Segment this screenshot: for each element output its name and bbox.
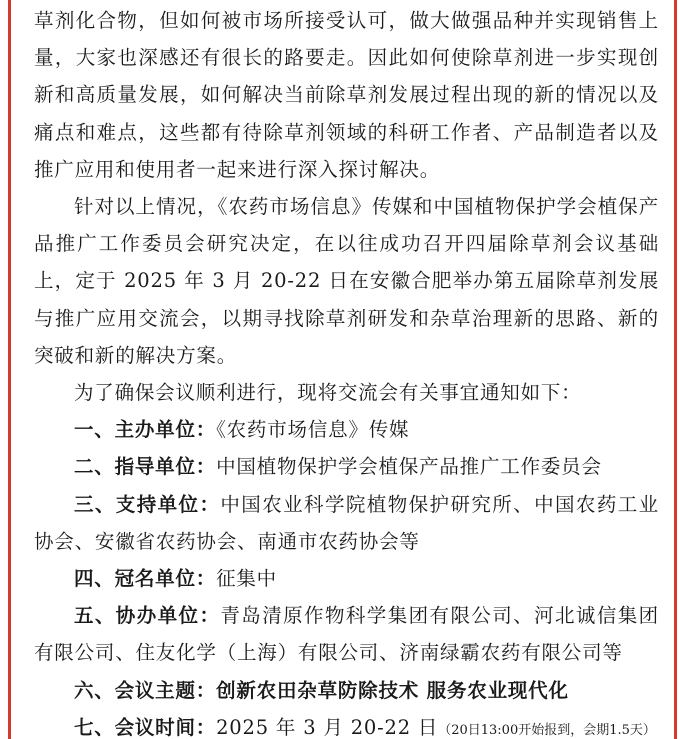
item-theme-value: 创新农田杂草防除技术 服务农业现代化 <box>216 678 569 702</box>
item-host-value: 《农药市场信息》传媒 <box>216 418 410 442</box>
item-title-sponsor-label: 四、冠名单位： <box>73 567 217 591</box>
left-border-line <box>8 0 11 739</box>
item-time-note: （20日13:00开始报到，会期1.5天） <box>438 722 656 738</box>
paragraph-background: 针对以上情况，《农药市场信息》传媒和中国植物保护学会植保产品推广工作委员会研究决定，在以往成功召开四届除草剂会议基础上，定于 2025 年 3 月 20-22 日在安徽合肥举办第五届除草剂发展与推广应用交流会，以期寻找除草剂研发和杂草治理新的思路、新的突破和新的解决方案。 <box>34 195 659 367</box>
item-theme-label: 六、会议主题： <box>73 678 217 702</box>
item-host-label: 一、主办单位： <box>73 418 217 442</box>
paragraph-intro-notice: 为了确保会议顺利进行，现将交流会有关事宜通知如下： <box>73 381 582 405</box>
item-support <box>34 486 659 560</box>
item-guide-label: 二、指导单位： <box>73 455 217 479</box>
item-support-value: 中国农业科学院植物保护研究所、中国农药工业协会、安徽省农药协会、南通市农药协会等 <box>34 492 659 553</box>
document-body <box>34 2 659 739</box>
item-theme <box>34 672 659 709</box>
item-co-organizer <box>34 597 659 671</box>
item-guide-value: 中国植物保护学会植保产品推广工作委员会 <box>216 455 602 479</box>
item-host <box>34 411 659 448</box>
paragraph-continuation: 草剂化合物，但如何被市场所接受认可，做大做强品种并实现销售上量，大家也深感还有很长的路要走。因此如何使除草剂进一步实现创新和高质量发展，如何解决当前除草剂发展过程出现的新的情况以及痛点和难点，这些都有待除草剂领域的科研工作者、产品制造者以及推广应用和使用者一起来进行深入探讨解决。 <box>34 9 659 181</box>
item-co-organizer-label: 五、协办单位： <box>73 604 221 628</box>
item-guide <box>34 448 659 485</box>
item-title-sponsor <box>34 560 659 597</box>
item-title-sponsor-value: 征集中 <box>216 567 277 591</box>
item-support-label: 三、支持单位： <box>73 492 221 516</box>
item-time-value: 2025 年 3 月 20-22 日 <box>216 715 439 739</box>
item-time-label: 七、会议时间： <box>73 715 217 739</box>
item-co-organizer-value: 青岛清原作物科学集团有限公司、河北诚信集团有限公司、住友化学（上海）有限公司、济南绿霸农药有限公司等 <box>34 604 659 665</box>
item-time <box>34 709 659 739</box>
right-border-line <box>674 0 677 739</box>
